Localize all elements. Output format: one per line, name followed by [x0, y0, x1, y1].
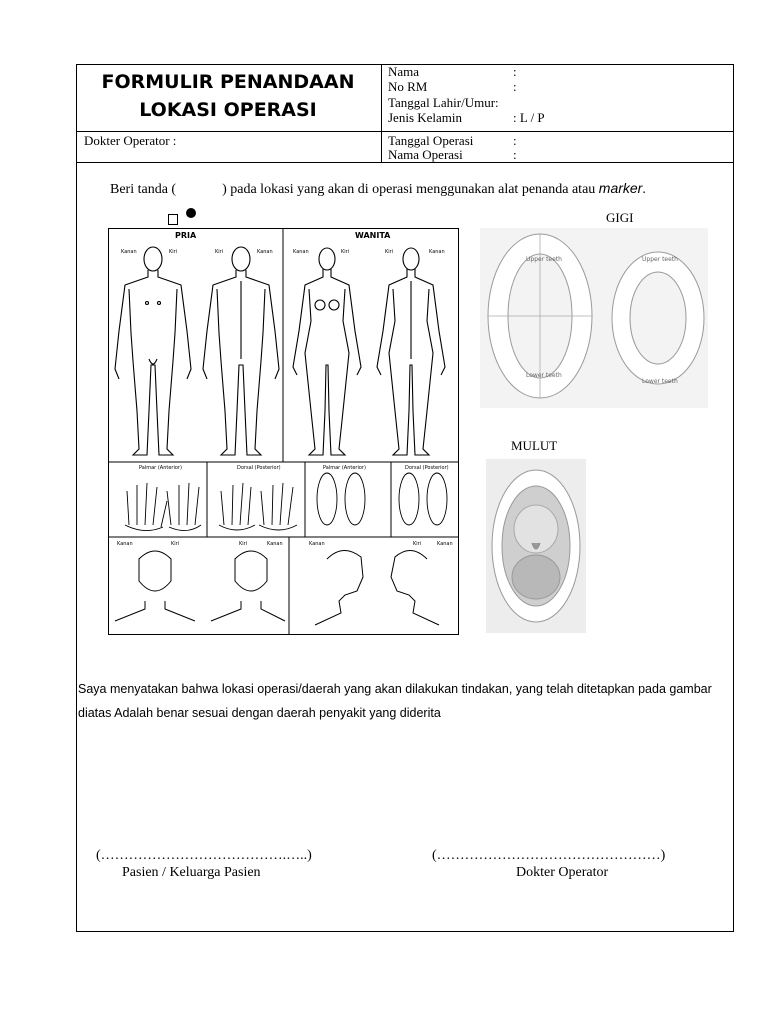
statement-line-1: Saya menyatakan bahwa lokasi operasi/daerah yang akan dilakukan tindakan, yang telah ditetapkan pada gambar — [78, 682, 712, 696]
label-kanan-6: Kanan — [267, 541, 283, 547]
field-tanggal-lahir — [388, 96, 513, 110]
signature-line-patient[interactable]: (………………………………….…..) — [96, 848, 312, 863]
field-value-tanggal-operasi[interactable]: : — [513, 133, 517, 148]
field-label-jenis-kelamin: Jenis Kelamin — [388, 110, 463, 125]
label-lower-teeth-2: Lower teeth — [642, 378, 678, 385]
label-kiri-1: Kiri — [169, 249, 178, 255]
field-value-jenis-kelamin[interactable]: : L / P — [513, 110, 545, 125]
label-dorsal-2: Dorsal (Posterior) — [405, 465, 449, 471]
marker-dot-icon — [186, 208, 196, 218]
instruction-end: . — [642, 182, 646, 197]
form-title — [78, 68, 378, 124]
label-wanita: WANITA — [355, 231, 391, 240]
label-kiri-3: Kiri — [341, 249, 350, 255]
label-kanan-2: Kanan — [257, 249, 273, 255]
instruction-text — [110, 180, 646, 198]
field-label-tanggal-lahir: Tanggal Lahir/Umur: — [388, 95, 499, 110]
label-pria: PRIA — [175, 231, 197, 240]
label-kanan-3: Kanan — [293, 249, 309, 255]
label-gigi: GIGI — [606, 210, 634, 225]
label-kiri-5: Kiri — [171, 541, 180, 547]
label-palmar-1: Palmar (Anterior) — [139, 465, 182, 471]
title-line-1: FORMULIR PENANDAAN — [101, 71, 355, 93]
label-kanan-7: Kanan — [309, 541, 325, 547]
field-tanggal-operasi — [388, 134, 517, 148]
operator-divider — [76, 162, 734, 163]
header-divider — [76, 131, 734, 132]
field-nama — [388, 65, 517, 79]
label-upper-teeth-2: Upper teeth — [642, 256, 678, 263]
instruction-suffix: ) pada lokasi yang akan di operasi menggunakan alat penanda atau — [222, 182, 599, 197]
title-line-2: LOKASI OPERASI — [139, 99, 317, 121]
label-upper-teeth-1: Upper teeth — [526, 256, 562, 263]
body-diagram-svg — [109, 229, 458, 634]
body-diagram — [108, 228, 459, 635]
teeth-diagram — [480, 228, 708, 408]
field-value-no-rm[interactable]: : — [513, 79, 517, 94]
statement-line-2: diatas Adalah benar sesuai dengan daerah penyakit yang diderita — [78, 706, 441, 720]
label-kiri-7: Kiri — [413, 541, 422, 547]
checkbox-icon — [168, 214, 178, 225]
field-label-nama-operasi: Nama Operasi — [388, 147, 463, 162]
label-lower-teeth-1: Lower teeth — [526, 372, 562, 379]
field-jenis-kelamin — [388, 111, 545, 125]
field-label-nama: Nama — [388, 64, 420, 79]
dokter-operator-label: Dokter Operator : — [84, 133, 177, 148]
label-kanan-1: Kanan — [121, 249, 137, 255]
mouth-diagram-svg — [486, 459, 586, 633]
field-label-no-rm: No RM — [388, 79, 428, 94]
field-label-tanggal-operasi: Tanggal Operasi — [388, 133, 474, 148]
header-vertical-divider — [381, 64, 382, 162]
mouth-diagram — [486, 459, 586, 633]
label-kiri-2: Kiri — [215, 249, 224, 255]
label-mulut: MULUT — [511, 438, 558, 453]
label-dorsal-1: Dorsal (Posterior) — [237, 465, 281, 471]
field-no-rm — [388, 80, 517, 94]
label-kiri-6: Kiri — [239, 541, 248, 547]
signature-label-patient: Pasien / Keluarga Pasien — [122, 865, 261, 880]
field-nama-operasi — [388, 148, 517, 162]
field-value-nama[interactable]: : — [513, 64, 517, 79]
signature-line-doctor[interactable]: (…………………………………………) — [432, 848, 666, 863]
label-kiri-4: Kiri — [385, 249, 394, 255]
label-kanan-8: Kanan — [437, 541, 453, 547]
signature-label-doctor: Dokter Operator — [516, 865, 609, 880]
instruction-prefix: Beri tanda ( — [110, 182, 177, 197]
label-palmar-2: Palmar (Anterior) — [323, 465, 366, 471]
label-kanan-4: Kanan — [429, 249, 445, 255]
label-kanan-5: Kanan — [117, 541, 133, 547]
instruction-marker-word: marker — [598, 180, 643, 196]
field-value-nama-operasi[interactable]: : — [513, 147, 517, 162]
